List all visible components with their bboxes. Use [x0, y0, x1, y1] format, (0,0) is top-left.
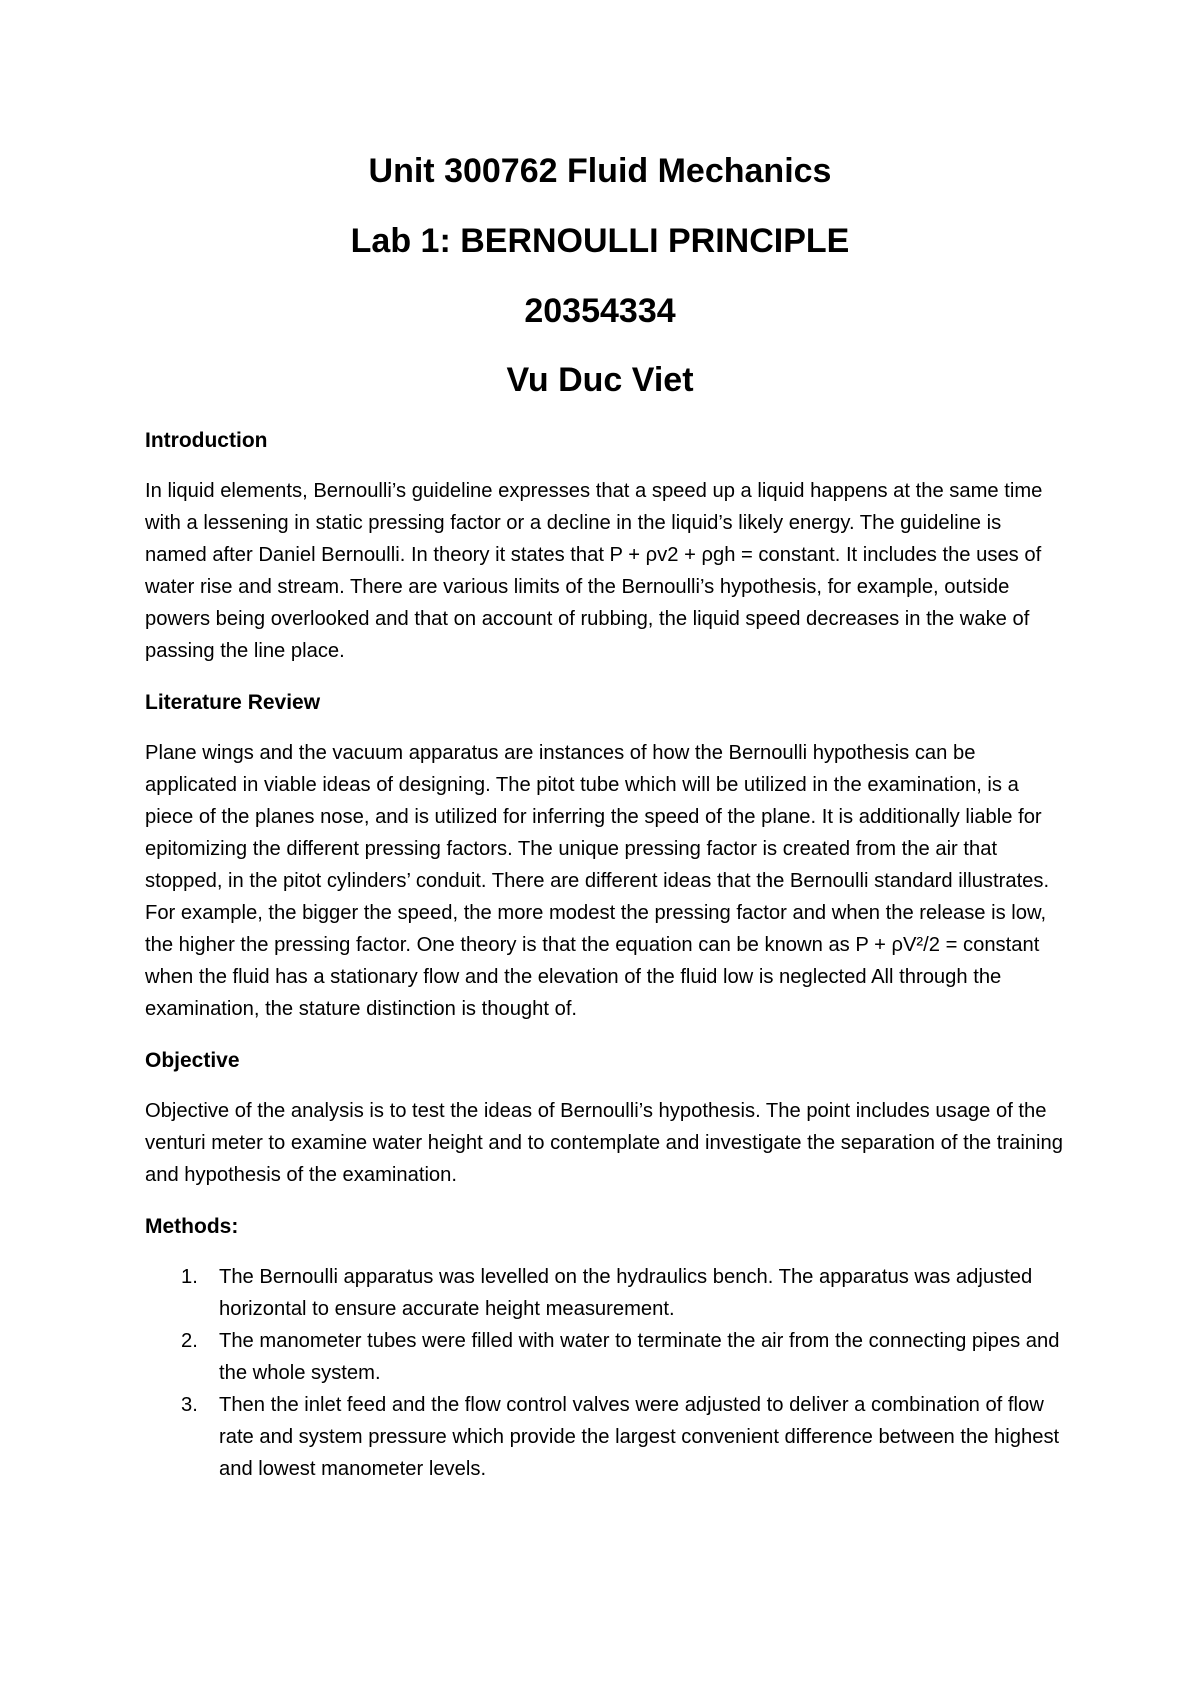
list-item-number: 3. [181, 1394, 198, 1416]
list-item-text: The Bernoulli apparatus was levelled on the hydraulics bench. The apparatus was adjusted horizontal to ensure accurate height measurement. [219, 1266, 1033, 1320]
list-item [145, 1389, 1065, 1485]
introduction-paragraph: In liquid elements, Bernoulli’s guideline expresses that a speed up a liquid happens at the same time with a lessening in static pressing factor or a decline in the liquid’s likely energy. The guideline is named after Daniel Bernoulli. In theory it states that P + ρv2 + ρgh = constant. It includes the uses of water rise and stream. There are various limits of the Bernoulli’s hypothesis, for example, outside powers being overlooked and that on account of rubbing, the liquid speed decreases in the wake of passing the line place. [145, 480, 1043, 662]
list-item-number: 2. [181, 1330, 198, 1352]
objective-paragraph: Objective of the analysis is to test the ideas of Bernoulli’s hypothesis. The point includes usage of the venturi meter to examine water height and to contemplate and investigate the separation of the training and hypothesis of the examination. [145, 1100, 1063, 1186]
methods-list [145, 1261, 1065, 1485]
list-item-number: 1. [181, 1266, 198, 1288]
literature-review-paragraph: Plane wings and the vacuum apparatus are instances of how the Bernoulli hypothesis can be applicated in viable ideas of designing. The pitot tube which will be utilized in the examination, is a piece of the planes nose, and is utilized for inferring the speed of the plane. It is additionally liable for epitomizing the different pressing factors. The unique pressing factor is created from the air that stopped, in the pitot cylinders’ conduit. There are different ideas that the Bernoulli standard illustrates. For example, the bigger the speed, the more modest the pressing factor and when the release is low, the higher the pressing factor. One theory is that the equation can be known as P + ρV²/2 = constant when the fluid has a stationary flow and the elevation of the fluid low is neglected All through the examination, the stature distinction is thought of. [145, 742, 1050, 1020]
student-id: 20354334 [524, 292, 676, 330]
list-item-text: The manometer tubes were filled with water to terminate the air from the connecting pipes and the whole system. [219, 1330, 1060, 1384]
list-item [145, 1325, 1065, 1389]
introduction-heading: Introduction [145, 429, 268, 452]
list-item-text: Then the inlet feed and the flow control valves were adjusted to deliver a combination of flow rate and system pressure which provide the largest convenient difference between the highest and lowest manometer levels. [219, 1394, 1060, 1480]
literature-review-heading: Literature Review [145, 691, 321, 714]
author-name: Vu Duc Viet [506, 361, 694, 399]
methods-heading: Methods: [145, 1215, 239, 1238]
objective-heading: Objective [145, 1049, 240, 1072]
document-body [145, 426, 1065, 1485]
lab-title: Lab 1: BERNOULLI PRINCIPLE [350, 222, 850, 260]
list-item [145, 1261, 1065, 1325]
unit-title: Unit 300762 Fluid Mechanics [368, 152, 832, 190]
